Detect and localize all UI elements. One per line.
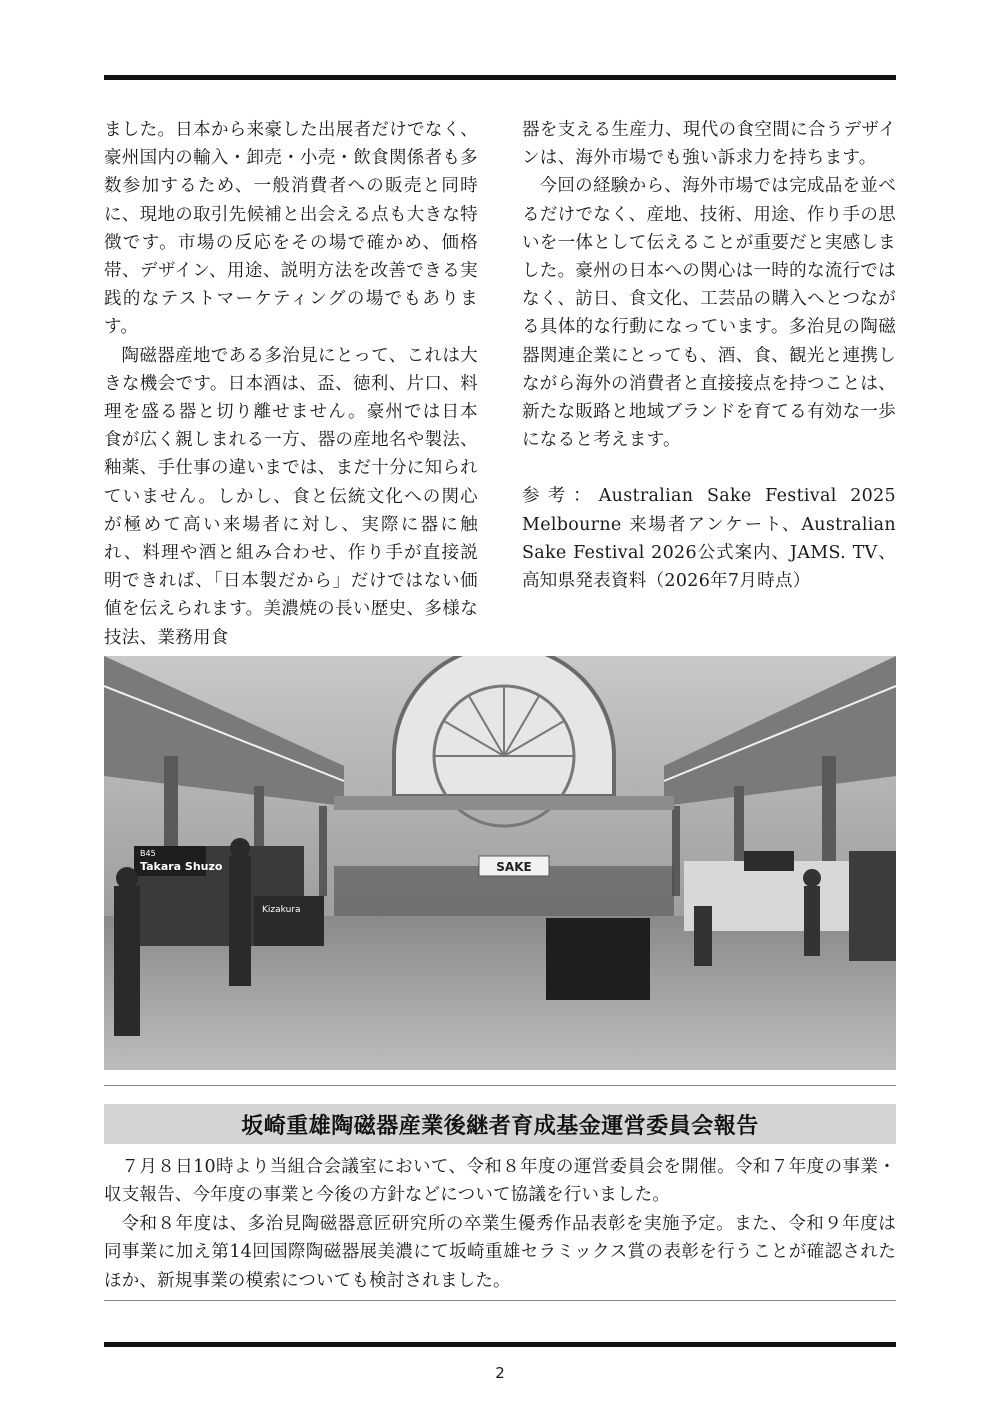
article-paragraph: 今回の経験から、海外市場では完成品を並べるだけでなく、産地、技術、用途、作り手の思いを一体として伝えることが重要だと実感しました。豪州の日本への関心は一時的な流行ではなく、訪日、食文化、工芸品の購入へとつながる具体的な行動になっています。多治見の陶磁器関連企業にとっても、酒、食、観光と連携しながら海外の消費者と直接接点を持つことは、新たな販路と地域ブランドを育てる有効な一歩になると考えます。 <box>522 176 896 451</box>
article-paragraph: ました。日本から来豪した出展者だけでなく、豪州国内の輸入・卸売・小売・飲食関係者も多数参加するため、一般消費者への販売と同時に、現地の取引先候補と出会える点も大きな特徴です。市場の反応をその場で確かめ、価格帯、デザイン、用途、説明方法を改善できる実践的なテストマーケティングの場でもあります。 <box>104 120 478 338</box>
section-title: 坂崎重雄陶磁器産業後継者育成基金運営委員会報告 <box>104 1104 896 1144</box>
section-divider-bottom <box>104 1300 896 1301</box>
report-paragraph: 令和８年度は、多治見陶磁器意匠研究所の卒業生優秀作品表彰を実施予定。また、令和９年度は同事業に加え第14回国際陶磁器展美濃にて坂崎重雄セラミックス賞の表彰を行うことが確認されたほか、新規事業の模索についても検討されました。 <box>104 1213 896 1291</box>
committee-report <box>104 1153 896 1295</box>
top-rule <box>104 75 896 80</box>
reference-note: 参考：Australian Sake Festival 2025 Melbourne 来場者アンケート、Australian Sake Festival 2026公式案内、JAMS. TV、高知県発表資料（2026年7月時点） <box>522 486 896 592</box>
booth-sign-kizakura: Kizakura <box>262 905 301 915</box>
center-sake-sign: SAKE <box>496 860 532 874</box>
section-divider-top <box>104 1085 896 1086</box>
article-paragraph: 器を支える生産力、現代の食空間に合うデザインは、海外市場でも強い訴求力を持ちます。 <box>522 120 896 169</box>
bottom-rule <box>104 1342 896 1347</box>
article-column-left <box>104 116 478 652</box>
page-number: 2 <box>495 1364 505 1382</box>
festival-hall-photo <box>104 656 896 1070</box>
article-column-right <box>522 116 896 595</box>
booth-sign-takara: Takara Shuzo <box>140 860 223 873</box>
booth-sign-top: B45 <box>140 849 156 858</box>
report-paragraph: ７月８日10時より当組合会議室において、令和８年度の運営委員会を開催。令和７年度の事業・収支報告、今年度の事業と今後の方針などについて協議を行いました。 <box>104 1157 896 1206</box>
article-paragraph: 陶磁器産地である多治見にとって、これは大きな機会です。日本酒は、盃、徳利、片口、料理を盛る器と切り離せません。豪州では日本食が広く親しまれる一方、器の産地名や製法、釉薬、手仕事の違いまでは、まだ十分に知られていません。しかし、食と伝統文化への関心が極めて高い来場者に対し、実際に器に触れ、料理や酒と組み合わせ、作り手が直接説明できれば、「日本製だから」だけではない価値を伝えられます。美濃焼の長い歴史、多様な技法、業務用食 <box>104 345 478 648</box>
